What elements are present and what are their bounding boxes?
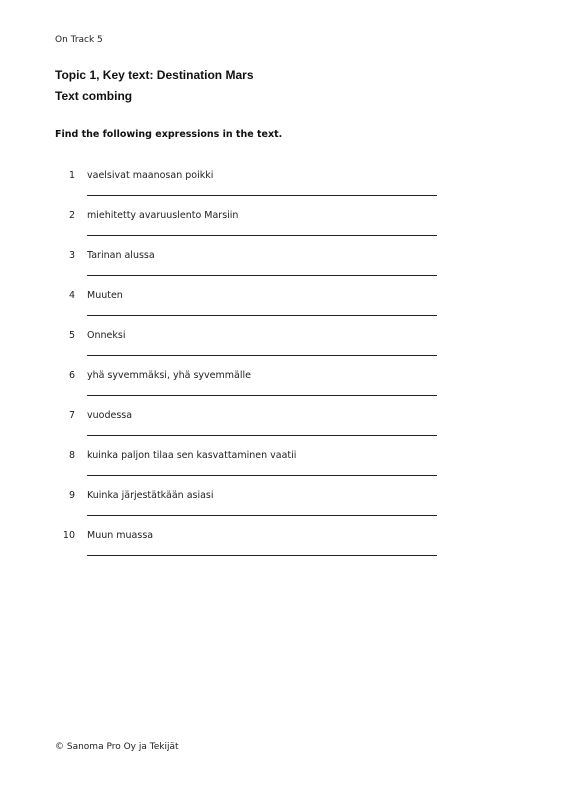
answer-line[interactable] bbox=[87, 315, 437, 316]
item-expression: kuinka paljon tilaa sen kasvattaminen vaatii bbox=[87, 450, 297, 461]
item-number: 9 bbox=[68, 490, 75, 501]
page-title: Topic 1, Key text: Destination Mars bbox=[55, 68, 254, 82]
item-expression: Onneksi bbox=[87, 330, 126, 341]
item-expression: miehitetty avaruuslento Marsiin bbox=[87, 210, 239, 221]
exercise-item bbox=[0, 210, 565, 250]
item-number: 3 bbox=[68, 250, 75, 261]
exercise-item bbox=[0, 250, 565, 290]
item-number: 10 bbox=[62, 530, 75, 541]
answer-line[interactable] bbox=[87, 195, 437, 196]
course-name: On Track 5 bbox=[55, 35, 103, 45]
item-number: 6 bbox=[68, 370, 75, 381]
answer-line[interactable] bbox=[87, 355, 437, 356]
item-number: 4 bbox=[68, 290, 75, 301]
item-number: 5 bbox=[68, 330, 75, 341]
answer-line[interactable] bbox=[87, 555, 437, 556]
answer-line[interactable] bbox=[87, 435, 437, 436]
item-expression: Kuinka järjestätkään asiasi bbox=[87, 490, 214, 501]
item-number: 1 bbox=[68, 170, 75, 181]
item-expression: Muuten bbox=[87, 290, 123, 301]
instruction-text: Find the following expressions in the text. bbox=[55, 129, 283, 140]
page-subtitle: Text combing bbox=[55, 89, 133, 103]
exercise-item bbox=[0, 410, 565, 450]
exercise-item bbox=[0, 490, 565, 530]
copyright-footer: © Sanoma Pro Oy ja Tekijät bbox=[55, 742, 179, 752]
item-number: 7 bbox=[68, 410, 75, 421]
answer-line[interactable] bbox=[87, 235, 437, 236]
exercise-item bbox=[0, 530, 565, 570]
item-expression: yhä syvemmäksi, yhä syvemmälle bbox=[87, 370, 251, 381]
item-number: 8 bbox=[68, 450, 75, 461]
exercise-item bbox=[0, 450, 565, 490]
item-expression: vaelsivat maanosan poikki bbox=[87, 170, 214, 181]
exercise-item bbox=[0, 290, 565, 330]
exercise-item bbox=[0, 370, 565, 410]
answer-line[interactable] bbox=[87, 515, 437, 516]
answer-line[interactable] bbox=[87, 395, 437, 396]
answer-line[interactable] bbox=[87, 275, 437, 276]
item-expression: Tarinan alussa bbox=[87, 250, 155, 261]
item-number: 2 bbox=[68, 210, 75, 221]
exercise-item bbox=[0, 330, 565, 370]
item-expression: vuodessa bbox=[87, 410, 133, 421]
item-expression: Muun muassa bbox=[87, 530, 154, 541]
answer-line[interactable] bbox=[87, 475, 437, 476]
exercise-item bbox=[0, 170, 565, 210]
